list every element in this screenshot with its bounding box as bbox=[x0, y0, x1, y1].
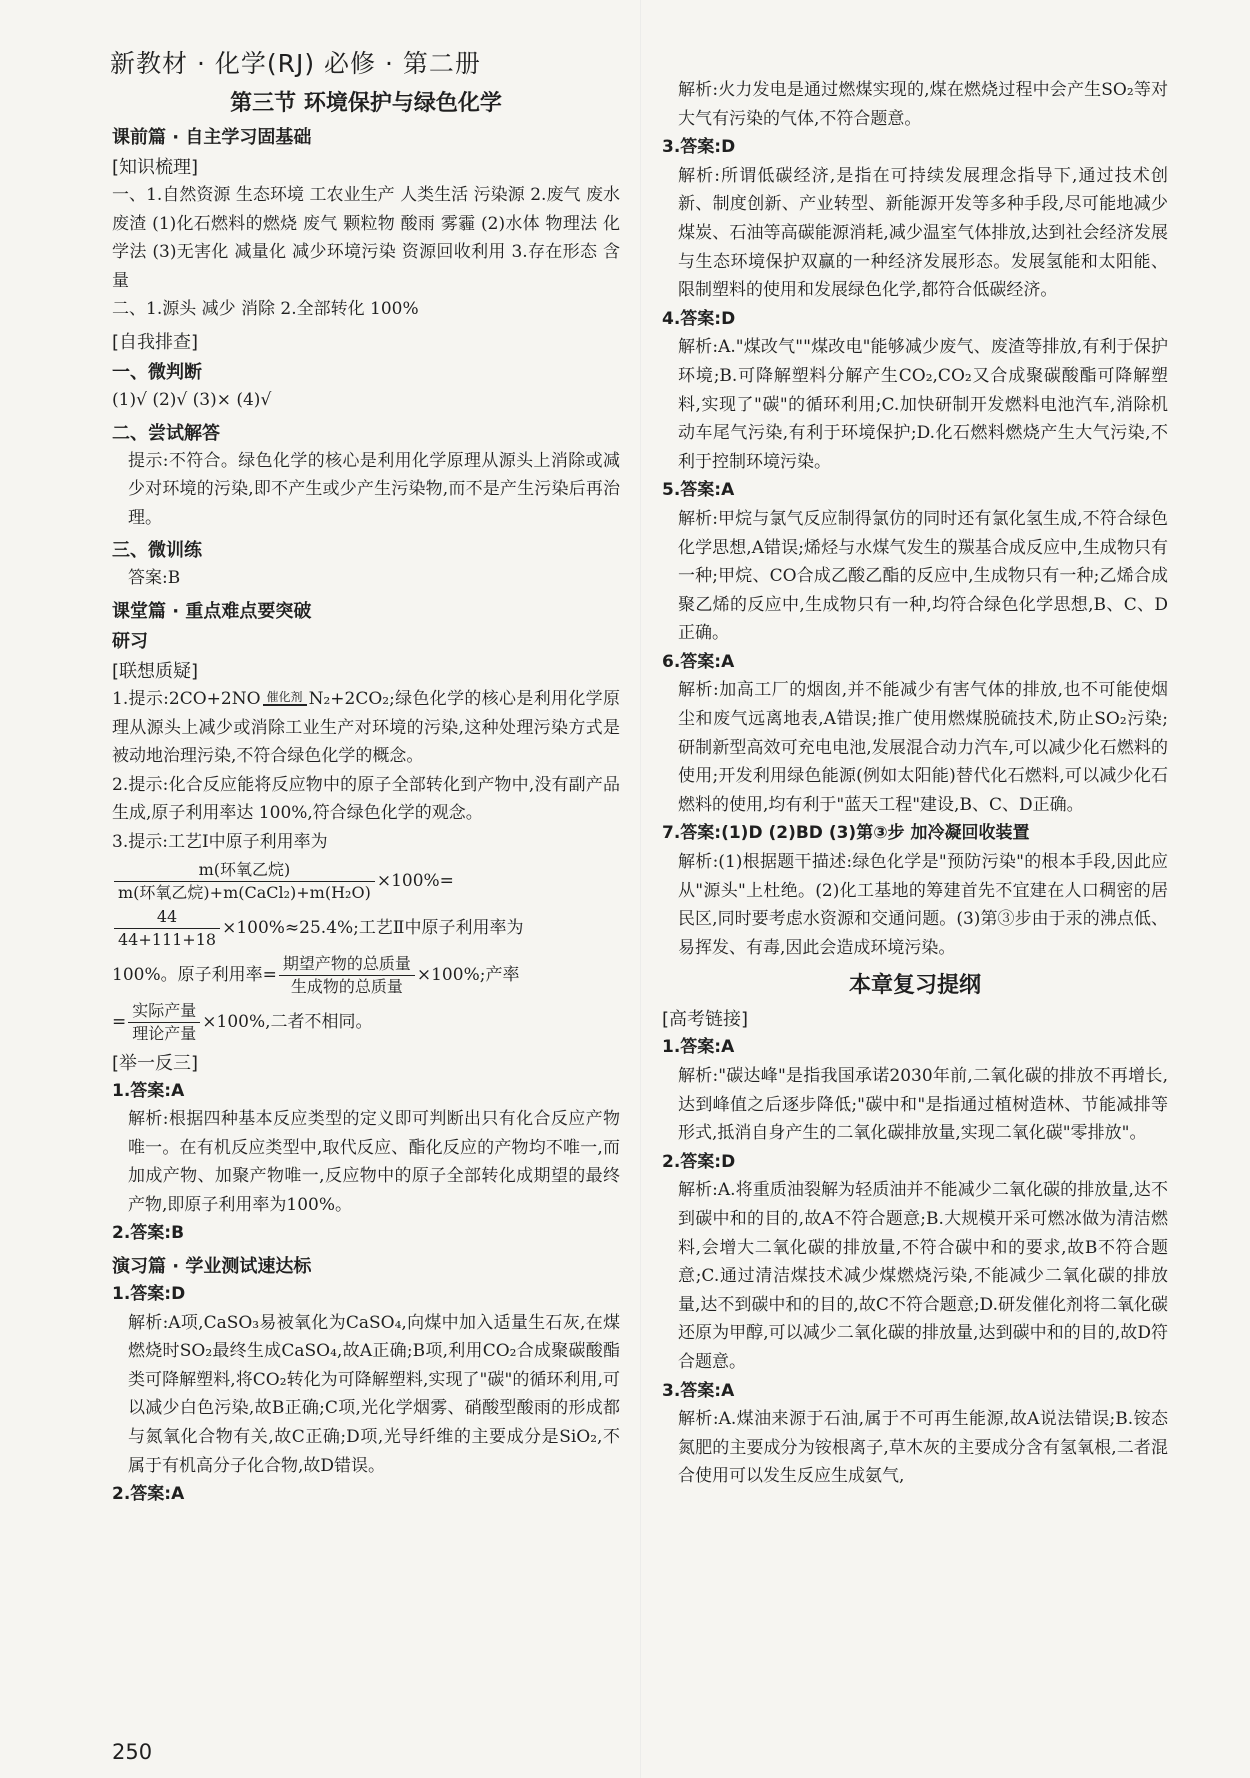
yield-fraction bbox=[128, 1000, 200, 1045]
example-2-answer: 2.答案:B bbox=[112, 1223, 185, 1244]
frac1-denominator: m(环氧乙烷)+m(CaCl₂)+m(H₂O) bbox=[118, 882, 371, 902]
left-column bbox=[112, 86, 620, 1509]
gaokao-3-answer: 3.答案:A bbox=[662, 1380, 735, 1401]
gaokao-3-explanation: 解析:A.煤油来源于石油,属于不可再生能源,故A说法错误;B.铵态氮肥的主要成分为铵根离子,草木灰的主要成分含有氢氧根,二者混合使用可以发生反应生成氨气, bbox=[678, 1409, 1168, 1487]
frac1-numerator: m(环氧乙烷) bbox=[114, 859, 375, 882]
drill-1-answer: 1.答案:D bbox=[112, 1284, 186, 1305]
knowledge-part-2: 二、1.源头 减少 消除 2.全部转化 100% bbox=[112, 299, 419, 320]
knowledge-tag: [知识梳理] bbox=[112, 157, 199, 178]
frac2-tail: ×100%≈25.4%;工艺Ⅱ中原子利用率为 bbox=[222, 917, 524, 938]
right-column bbox=[662, 76, 1168, 1491]
gaokao-2-answer: 2.答案:D bbox=[662, 1151, 736, 1172]
frac2-numerator: 44 bbox=[114, 906, 220, 929]
association-1-lhs: 1.提示:2CO+2NO bbox=[112, 688, 261, 709]
frac3-numerator: 期望产物的总质量 bbox=[279, 953, 415, 976]
q7-explanation: 解析:(1)根据题干描述:绿色化学是"预防污染"的根本手段,因此应从"源头"上杜绝。(2)化工基地的筹建首先不宜建在人口稠密的居民区,同时要考虑水资源和交通问题。(3)第③步由于汞的沸点低、易挥发、有毒,因此会造成环境污染。 bbox=[678, 852, 1168, 958]
formula-line-1 bbox=[112, 859, 620, 904]
micro-judge-answers: (1)√ (2)√ (3)× (4)√ bbox=[112, 389, 272, 410]
q4-explanation: 解析:A."煤改气""煤改电"能够减少废气、废渣等排放,有利于保护环境;B.可降解塑料分解产生CO₂,CO₂又合成聚碳酸酯可降解塑料,实现了"碳"的循环利用;C.加快研制开发燃料电池汽车,消除机动车尾气污染,有利于环境保护;D.化石燃料燃烧产生大气污染,不利于控制环境污染。 bbox=[678, 337, 1168, 472]
q4-answer: 4.答案:D bbox=[662, 308, 736, 329]
try-answer-text: 提示:不符合。绿色化学的核心是利用化学原理从源头上消除或减少对环境的污染,即不产生或少产生污染物,而不是产生污染后再治理。 bbox=[128, 450, 620, 528]
frac3-head: 100%。原子利用率= bbox=[112, 964, 277, 985]
gaokao-tag: [高考链接] bbox=[662, 1009, 749, 1031]
micro-train-answer: 答案:B bbox=[128, 568, 181, 589]
q2-explanation: 解析:火力发电是通过燃煤实现的,煤在燃烧过程中会产生SO₂等对大气有污染的气体,不符合题意。 bbox=[678, 80, 1168, 129]
frac2-denominator: 44+111+18 bbox=[118, 929, 217, 949]
frac4-numerator: 实际产量 bbox=[128, 1000, 200, 1023]
formula-line-2 bbox=[112, 906, 620, 951]
try-answer-heading: 二、尝试解答 bbox=[112, 422, 220, 444]
formula-line-4 bbox=[112, 1000, 620, 1045]
q6-answer: 6.答案:A bbox=[662, 651, 735, 672]
micro-train-heading: 三、微训练 bbox=[112, 540, 202, 562]
study-heading: 研习 bbox=[112, 630, 148, 652]
frac3-tail: ×100%;产率 bbox=[416, 964, 520, 985]
q7-answer: 7.答案:(1)D (2)BD (3)第③步 加冷凝回收装置 bbox=[662, 823, 1030, 844]
page-number: 250 bbox=[112, 1740, 153, 1764]
pre-class-heading: 课前篇 · 自主学习固基础 bbox=[112, 127, 312, 148]
association-tag: [联想质疑] bbox=[112, 660, 199, 682]
gaokao-2-explanation: 解析:A.将重质油裂解为轻质油并不能减少二氧化碳的排放量,达不到碳中和的目的,故A不符合题意;B.大规模开采可燃冰做为清洁燃料,会增大二氧化碳的排放量,不符合碳中和的要求,故B不符合题意;C.通过清洁煤技术减少煤燃烧污染,不能减少二氧化碳的排放量,达不到碳中和的目的,故C不符合题意;D.研发催化剂将二氧化碳还原为甲醇,可以减少二氧化碳的排放量,达到碳中和的目的,故D符合题意。 bbox=[678, 1180, 1168, 1372]
example-1-answer: 1.答案:A bbox=[112, 1080, 185, 1101]
association-1-rest: N₂+2CO₂;绿色化学的核心是利用化学原理从源头上减少或消除工业生产对环境的污染,这种处理污染方式是被动地治理污染,不符合绿色化学的概念。 bbox=[112, 688, 620, 767]
micro-judge-heading: 一、微判断 bbox=[112, 361, 202, 383]
frac4-tail: ×100%,二者不相同。 bbox=[202, 1011, 373, 1032]
catalyst-arrow bbox=[263, 690, 307, 708]
q5-answer: 5.答案:A bbox=[662, 480, 735, 501]
example-1-explanation: 解析:根据四种基本反应类型的定义即可判断出只有化合反应产物唯一。在有机反应类型中,取代反应、酯化反应的产物均不唯一,而加成产物、加聚产物唯一,反应物中的原子全部转化成期望的最终产物,即原子利用率为100%。 bbox=[128, 1109, 620, 1215]
frac1-tail: ×100%= bbox=[376, 870, 454, 891]
q3-explanation: 解析:所谓低碳经济,是指在可持续发展理念指导下,通过技术创新、制度创新、产业转型、新能源开发等多种手段,尽可能地减少煤炭、石油等高碳能源消耗,减少温室气体排放,达到社会经济发展与生态环境保护双赢的一种经济发展形态。发展氢能和太阳能、限制塑料的使用和发展绿色化学,都符合低碳经济。 bbox=[678, 165, 1168, 301]
q6-explanation: 解析:加高工厂的烟囱,并不能减少有害气体的排放,也不可能使烟尘和废气远离地表,A错误;推广使用燃煤脱硫技术,防止SO₂污染;研制新型高效可充电电池,发展混合动力汽车,可以减少化石燃料的使用;开发利用绿色能源(例如太阳能)替代化石燃料,可以减少化石燃料的使用,均有利于"蓝天工程"建设,B、C、D正确。 bbox=[678, 680, 1168, 815]
frac4-head: = bbox=[112, 1011, 127, 1032]
association-1 bbox=[112, 685, 620, 771]
self-check-tag: [自我排查] bbox=[112, 331, 199, 353]
running-header: 新教材 · 化学(RJ) 必修 · 第二册 bbox=[110, 49, 481, 78]
gaokao-1-answer: 1.答案:A bbox=[662, 1037, 735, 1058]
q5-explanation: 解析:甲烷与氯气反应制得氯仿的同时还有氯化氢生成,不符合绿色化学思想,A错误;烯烃与水煤气发生的羰基合成反应中,生成物只有一种;甲烷、CO合成乙酸乙酯的反应中,生成物只有一种;乙烯合成聚乙烯的反应中,生成物只有一种,均符合绿色化学思想,B、C、D正确。 bbox=[678, 508, 1168, 644]
catalyst-label: 催化剂 bbox=[263, 690, 307, 705]
knowledge-part-1: 一、1.自然资源 生态环境 工农业生产 人类生活 污染源 2.废气 废水 废渣 (1)化石燃料的燃烧 废气 颗粒物 酸雨 雾霾 (2)水体 物理法 化学法 (3)无害化 减量化 减少环境污染 资源回收利用 3.存在形态 含量 bbox=[112, 185, 620, 291]
association-2: 2.提示:化合反应能将反应物中的原子全部转化到产物中,没有副产品生成,原子利用率达 100%,符合绿色化学的观念。 bbox=[112, 774, 620, 824]
gaokao-1-explanation: 解析:"碳达峰"是指我国承诺2030年前,二氧化碳的排放不再增长,达到峰值之后逐步降低;"碳中和"是指通过植树造林、节能减排等形式,抵消自身产生的二氧化碳排放量,实现二氧化碳"零排放"。 bbox=[678, 1066, 1168, 1144]
chapter-review-title: 本章复习提纲 bbox=[848, 973, 981, 999]
numeric-fraction bbox=[114, 906, 220, 951]
drill-2-answer: 2.答案:A bbox=[112, 1484, 185, 1505]
utilization-definition-fraction bbox=[279, 953, 415, 998]
formula-line-3 bbox=[112, 953, 620, 998]
drill-heading: 演习篇 · 学业测试速达标 bbox=[112, 1256, 312, 1278]
in-class-heading: 课堂篇 · 重点难点要突破 bbox=[112, 600, 312, 622]
frac3-denominator: 生成物的总质量 bbox=[290, 976, 403, 996]
section-title: 第三节 环境保护与绿色化学 bbox=[230, 91, 502, 116]
example-tag: [举一反三] bbox=[112, 1052, 199, 1074]
atom-utilization-fraction bbox=[114, 859, 375, 904]
frac4-denominator: 理论产量 bbox=[132, 1023, 197, 1043]
page-fold bbox=[640, 0, 641, 1778]
association-3-intro: 3.提示:工艺Ⅰ中原子利用率为 bbox=[112, 831, 328, 852]
q3-answer: 3.答案:D bbox=[662, 137, 736, 158]
drill-1-explanation: 解析:A项,CaSO₃易被氧化为CaSO₄,向煤中加入适量生石灰,在煤燃烧时SO₂最终生成CaSO₄,故A正确;B项,利用CO₂合成聚碳酸酯类可降解塑料,将CO₂转化为可降解塑料,实现了"碳"的循环利用,可以减少白色污染,故B正确;C项,光化学烟雾、硝酸型酸雨的形成都与氮氧化合物有关,故C正确;D项,光导纤维的主要成分是SiO₂,不属于有机高分子化合物,故D错误。 bbox=[128, 1312, 620, 1476]
